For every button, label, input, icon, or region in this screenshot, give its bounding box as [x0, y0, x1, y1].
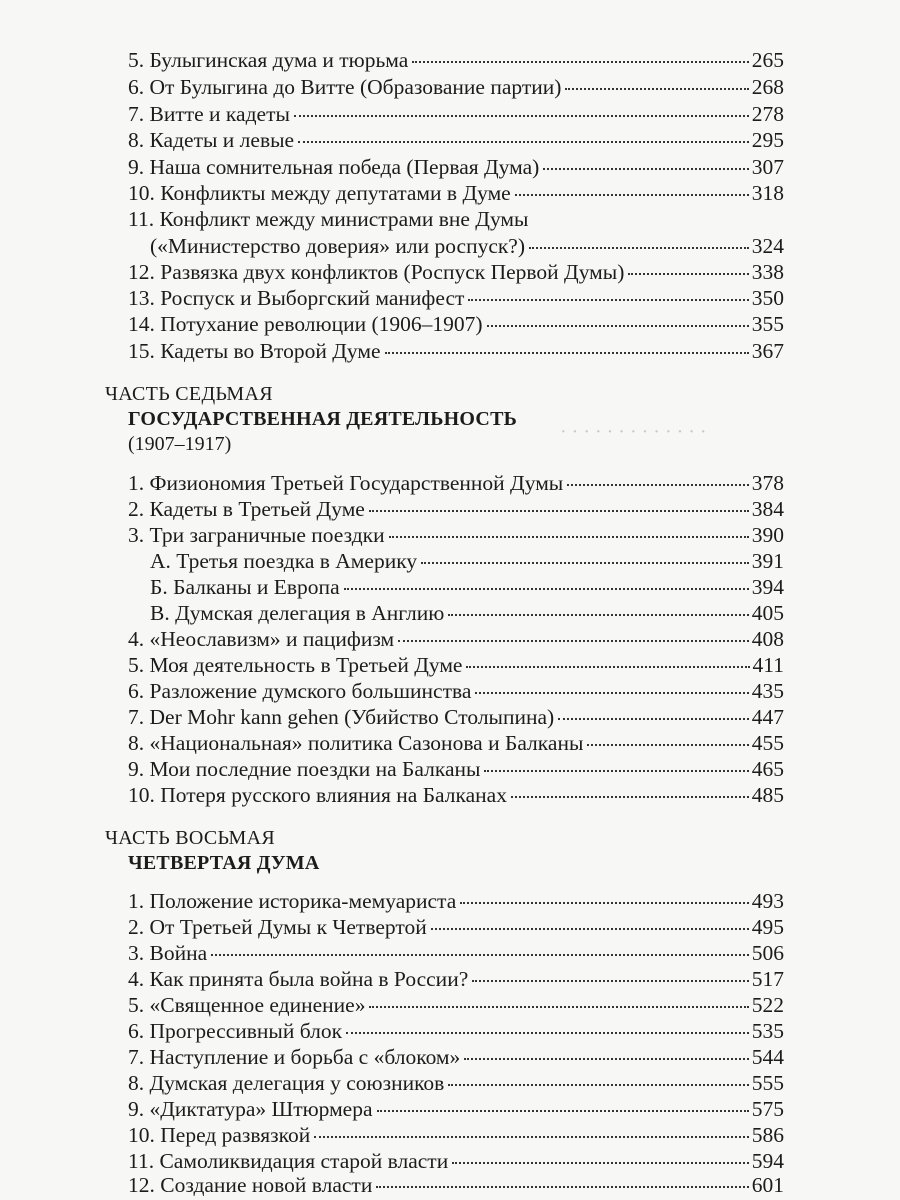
- entry-page: 307: [751, 155, 784, 179]
- leader-dots: [464, 1048, 748, 1060]
- leader-dots: [565, 78, 748, 90]
- entry-title: В. Думская делегация в Англию: [150, 601, 445, 625]
- entry-title: 6. От Булыгина до Витте (Образование партии): [128, 75, 562, 99]
- entry-title: 1. Физиономия Третьей Государственной Думы: [128, 471, 564, 495]
- toc-entry[interactable]: [128, 1044, 784, 1070]
- toc-entry[interactable]: [128, 311, 784, 337]
- toc-entry-line2[interactable]: [150, 233, 784, 259]
- leader-dots: [558, 708, 749, 720]
- entry-title: 10. Конфликты между депутатами в Думе: [128, 181, 511, 205]
- leader-dots: [448, 604, 748, 616]
- entry-title: 4. «Неославизм» и пацифизм: [128, 627, 395, 651]
- toc-entry[interactable]: [128, 782, 784, 808]
- leader-dots: [472, 970, 749, 982]
- entry-page: 485: [751, 783, 784, 807]
- entry-title: 8. «Национальная» политика Сазонова и Балканы: [128, 731, 584, 755]
- entry-page: 594: [751, 1149, 784, 1173]
- leader-dots: [369, 500, 749, 512]
- entry-title: 8. Думская делегация у союзников: [128, 1071, 445, 1095]
- leader-dots: [369, 996, 748, 1008]
- leader-dots: [389, 526, 749, 538]
- toc-entry[interactable]: [128, 756, 784, 782]
- entry-title: 15. Кадеты во Второй Думе: [128, 339, 381, 363]
- entry-title: 1. Положение историка-мемуариста: [128, 889, 457, 913]
- entry-title-cont: («Министерство доверия» или роспуск?): [150, 234, 526, 258]
- leader-dots: [421, 552, 749, 564]
- entry-title: Б. Балканы и Европа: [150, 575, 340, 599]
- toc-entry[interactable]: [128, 1122, 784, 1148]
- entry-page: 447: [751, 705, 784, 729]
- entry-title: 5. Булыгинская дума и тюрьма: [128, 48, 409, 72]
- entry-page: 318: [751, 181, 784, 205]
- toc-entry[interactable]: [128, 1148, 784, 1174]
- toc-entry[interactable]: [128, 626, 784, 652]
- toc-entry[interactable]: [128, 180, 784, 206]
- leader-dots: [298, 131, 749, 143]
- toc-entry[interactable]: [128, 127, 784, 153]
- entry-title: 6. Прогрессивный блок: [128, 1019, 343, 1043]
- entry-title: 5. «Священное единение»: [128, 993, 366, 1017]
- toc-entry-line1[interactable]: [128, 206, 784, 232]
- part-label: ЧАСТЬ ВОСЬМАЯ: [105, 827, 276, 849]
- leader-dots: [452, 1152, 749, 1164]
- toc-entry[interactable]: [128, 259, 784, 285]
- entry-page: 601: [751, 1173, 784, 1197]
- toc-subentry[interactable]: [150, 548, 784, 574]
- leader-dots: [385, 342, 749, 354]
- toc-entry[interactable]: [128, 1070, 784, 1096]
- entry-page: 544: [751, 1045, 784, 1069]
- entry-title: 2. От Третьей Думы к Четвертой: [128, 915, 427, 939]
- leader-dots: [484, 760, 748, 772]
- entry-page: 338: [751, 260, 784, 284]
- entry-page: 378: [751, 471, 784, 495]
- leader-dots: [398, 630, 749, 642]
- toc-subentry[interactable]: [150, 574, 784, 600]
- leader-dots: [567, 474, 749, 486]
- toc-entry[interactable]: [128, 101, 784, 127]
- leader-dots: [412, 51, 748, 63]
- entry-page: 367: [751, 339, 784, 363]
- toc-entry[interactable]: [128, 470, 784, 496]
- entry-page: 586: [751, 1123, 784, 1147]
- toc-entry[interactable]: [128, 888, 784, 914]
- toc-entry[interactable]: [128, 704, 784, 730]
- toc-entry[interactable]: [128, 285, 784, 311]
- entry-page: 408: [751, 627, 784, 651]
- leader-dots: [587, 734, 748, 746]
- toc-subentry[interactable]: [150, 600, 784, 626]
- part-years: (1907–1917): [128, 433, 232, 455]
- entry-title: 11. Самоликвидация старой власти: [128, 1149, 449, 1173]
- toc-entry[interactable]: [128, 522, 784, 548]
- leader-dots: [314, 1126, 748, 1138]
- toc-entry[interactable]: [128, 992, 784, 1018]
- leader-dots: [211, 944, 749, 956]
- leader-dots: [344, 578, 749, 590]
- toc-entry[interactable]: [128, 496, 784, 522]
- leader-dots: [294, 105, 749, 117]
- entry-title: 7. Витте и кадеты: [128, 102, 290, 126]
- toc-entry[interactable]: [128, 1172, 784, 1198]
- entry-page: 391: [751, 549, 784, 573]
- entry-page: 265: [751, 48, 784, 72]
- toc-entry[interactable]: [128, 914, 784, 940]
- entry-page: 390: [751, 523, 784, 547]
- entry-page: 493: [751, 889, 784, 913]
- entry-title: 4. Как принята была война в России?: [128, 967, 469, 991]
- leader-dots: [376, 1176, 748, 1188]
- entry-page: 455: [751, 731, 784, 755]
- leader-dots: [529, 237, 749, 249]
- leader-dots: [431, 918, 749, 930]
- part-title: ГОСУДАРСТВЕННАЯ ДЕЯТЕЛЬНОСТЬ: [128, 408, 518, 430]
- leader-dots: [543, 158, 748, 170]
- entry-title: 10. Потеря русского влияния на Балканах: [128, 783, 507, 807]
- toc-entry[interactable]: [128, 678, 784, 704]
- toc-entry[interactable]: [128, 652, 784, 678]
- leader-dots: [460, 892, 749, 904]
- entry-page: 295: [751, 128, 784, 152]
- entry-page: 405: [751, 601, 784, 625]
- entry-title: А. Третья поездка в Америку: [150, 549, 418, 573]
- bleed-through: · · · · · · · · · · · · ·: [560, 421, 707, 443]
- entry-page: 268: [751, 75, 784, 99]
- entry-title: 5. Моя деятельность в Третьей Думе: [128, 653, 463, 677]
- entry-page: 575: [751, 1097, 784, 1121]
- entry-title: 9. Мои последние поездки на Балканы: [128, 757, 481, 781]
- part-label: ЧАСТЬ СЕДЬМАЯ: [105, 383, 273, 405]
- entry-title: 3. Три заграничные поездки: [128, 523, 385, 547]
- leader-dots: [475, 682, 748, 694]
- entry-page: 517: [751, 967, 784, 991]
- entry-page: 495: [751, 915, 784, 939]
- entry-page: 355: [751, 312, 784, 336]
- entry-title: 8. Кадеты и левые: [128, 128, 295, 152]
- toc-entry[interactable]: [128, 74, 784, 100]
- entry-page: 506: [751, 941, 784, 965]
- entry-page: 384: [751, 497, 784, 521]
- leader-dots: [515, 184, 749, 196]
- toc-entry[interactable]: [128, 338, 784, 364]
- entry-page: 324: [751, 234, 784, 258]
- entry-title: 10. Перед развязкой: [128, 1123, 311, 1147]
- entry-page: 278: [751, 102, 784, 126]
- toc-entry[interactable]: [128, 730, 784, 756]
- entry-title: 7. Der Mohr kann gehen (Убийство Столыпина): [128, 705, 555, 729]
- entry-title: 13. Роспуск и Выборгский манифест: [128, 286, 465, 310]
- leader-dots: [628, 263, 748, 275]
- leader-dots: [346, 1022, 749, 1034]
- leader-dots: [511, 786, 749, 798]
- entry-title: 12. Создание новой власти: [128, 1173, 373, 1197]
- toc-entry[interactable]: [128, 47, 784, 73]
- toc-entry[interactable]: [128, 1096, 784, 1122]
- toc-entry[interactable]: [128, 940, 784, 966]
- leader-dots: [468, 289, 748, 301]
- entry-title: 9. Наша сомнительная победа (Первая Дума): [128, 155, 540, 179]
- leader-dots: [487, 315, 749, 327]
- leader-dots: [377, 1100, 749, 1112]
- entry-title: 14. Потухание революции (1906–1907): [128, 312, 483, 336]
- entry-page: 394: [751, 575, 784, 599]
- entry-page: 535: [751, 1019, 784, 1043]
- entry-title: 7. Наступление и борьба с «блоком»: [128, 1045, 461, 1069]
- entry-title: 6. Разложение думского большинства: [128, 679, 472, 703]
- toc-entry[interactable]: [128, 1018, 784, 1044]
- toc-entry[interactable]: [128, 154, 784, 180]
- entry-page: 555: [751, 1071, 784, 1095]
- entry-page: 465: [751, 757, 784, 781]
- entry-page: 411: [752, 653, 784, 677]
- entry-title: 11. Конфликт между министрами вне Думы: [128, 207, 529, 231]
- entry-page: 435: [751, 679, 784, 703]
- leader-dots: [448, 1074, 748, 1086]
- entry-title: 2. Кадеты в Третьей Думе: [128, 497, 365, 521]
- toc-entry[interactable]: [128, 966, 784, 992]
- entry-title: 3. Война: [128, 941, 208, 965]
- leader-dots: [466, 656, 749, 668]
- part-title: ЧЕТВЕРТАЯ ДУМА: [128, 852, 320, 874]
- entry-title: 12. Развязка двух конфликтов (Роспуск Первой Думы): [128, 260, 625, 284]
- entry-page: 350: [751, 286, 784, 310]
- entry-page: 522: [751, 993, 784, 1017]
- entry-title: 9. «Диктатура» Штюрмера: [128, 1097, 373, 1121]
